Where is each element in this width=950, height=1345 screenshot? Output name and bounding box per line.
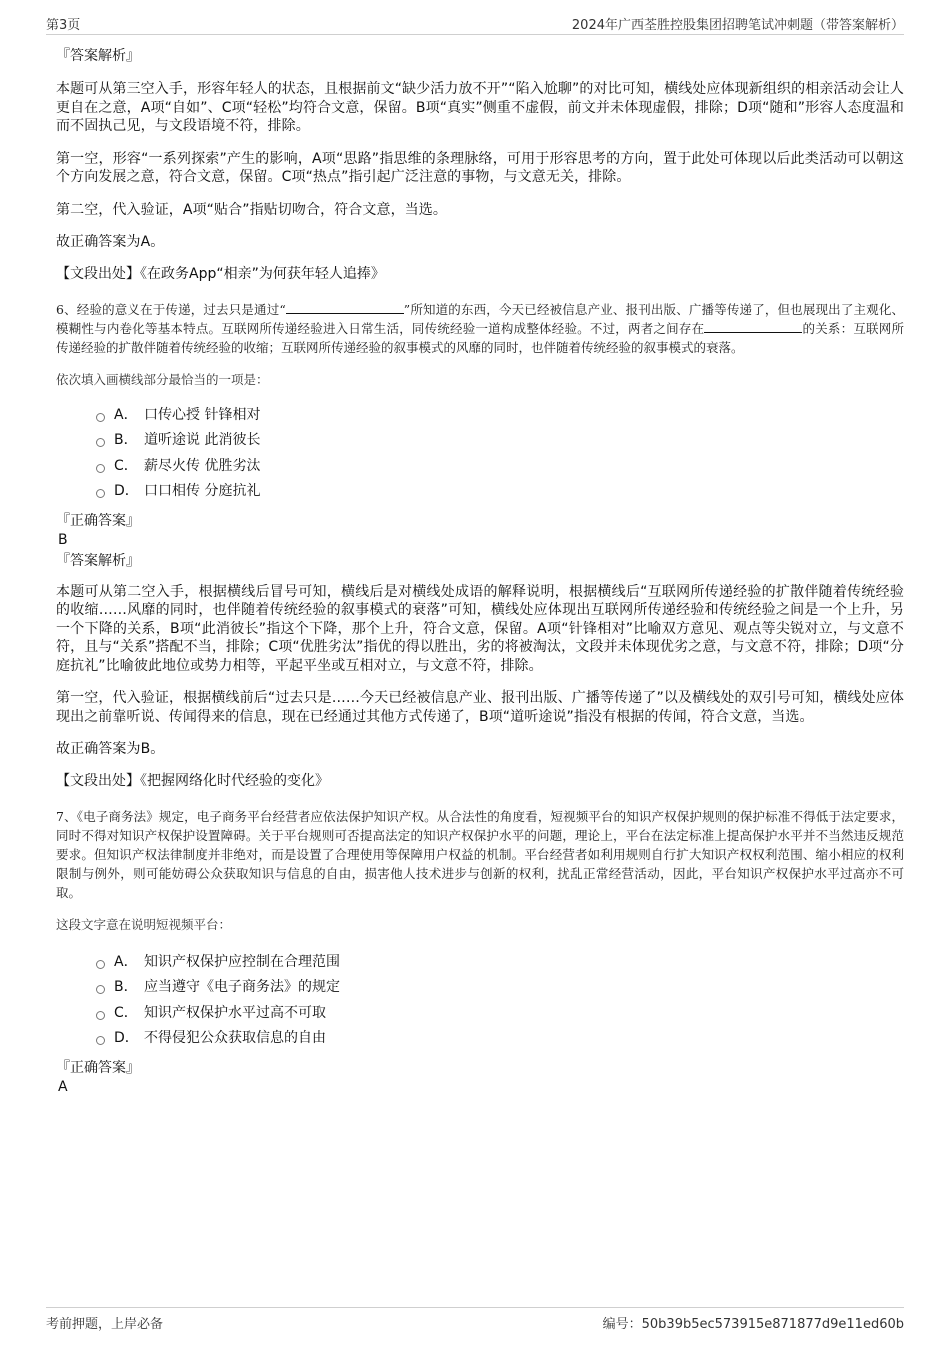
radio-icon[interactable] xyxy=(96,1011,105,1020)
correct-answer-tag: 『正确答案』 xyxy=(56,1059,140,1076)
analysis-conclusion: 故正确答案为A。 xyxy=(56,234,165,250)
analysis-paragraph: 第一空，代入验证，根据横线前后“过去只是……今天已经被信息产业、报刊出版、广播等传递了”以及横线处的双引号可知，横线处应体现出之前靠听说、传闻得来的信息，现在已经通过其他方式传递了，B项“道听途说”指没有根据的传闻，符合文意，当选。 xyxy=(56,690,904,725)
source-citation: 【文段出处】《在政务App“相亲”为何获年轻人追捧》 xyxy=(56,265,385,282)
radio-icon[interactable] xyxy=(96,413,105,422)
option-d[interactable]: D． 口口相传 分庭抗礼 xyxy=(96,479,904,505)
document-code: 编号：50b39b5ec573915e871877d9e11ed60b xyxy=(602,1317,904,1332)
option-b[interactable]: B． 道听途说 此消彼长 xyxy=(96,428,904,454)
analysis-paragraph: 第一空，形容“一系列探索”产生的影响，A项“思路”指思维的条理脉络，可用于形容思考的方向，置于此处可体现以后此类活动可以朝这个方向发展之意，符合文意，保留。C项“热点”指引起广泛注意的事物，与文意无关，排除。 xyxy=(56,150,904,185)
radio-icon[interactable] xyxy=(96,960,105,969)
question-7-options xyxy=(56,950,904,1052)
question-7-text: 7、《电子商务法》规定，电子商务平台经营者应依法保护知识产权。从合法性的角度看，短视频平台的知识产权保护规则的保护标准不得低于法定要求，同时不得对知识产权保护设置障碍。关于平台规则可否提高法定的知识产权保护水平的问题，理论上，平台在法定标准上提高保护水平并不当然违反规范要求。但知识产权法律制度并非绝对，而是设置了合理使用等保障用户权益的机制。平台经营者如利用规则自行扩大知识产权权利范围、缩小相应的权利限制与例外，则可能妨碍公众获取知识与信息的自由，损害他人技术进步与创新的权利，扰乱正常经营活动，因此，平台知识产权保护水平过高亦不可取。 xyxy=(56,808,904,900)
radio-icon[interactable] xyxy=(96,464,105,473)
analysis-conclusion: 故正确答案为B。 xyxy=(56,741,165,757)
correct-answer: B xyxy=(58,531,68,548)
question-7-prompt: 这段文字意在说明短视频平台： xyxy=(56,916,232,932)
question-6-options xyxy=(56,403,904,505)
question-6-text: 6、经验的意义在于传递，过去只是通过“ ”所知道的东西，今天已经被信息产业、报刊出版、广播等传递了，但也展现出了主观化、模糊性与内卷化等基本特点。互联网所传递经验进入日常生活，同传统经验一道构成整体经验。不过，两者之间存在 的关系：互联网所传递经验的扩散伴随着传统经验的收缩；互联网所传递经验的叙事模式的风靡的同时，也伴随着传统经验的叙事模式的衰落。 xyxy=(56,301,904,355)
page-content xyxy=(56,44,904,1096)
page-number: 第3页 xyxy=(46,18,81,33)
page-header xyxy=(46,12,904,35)
option-c[interactable]: C． 知识产权保护水平过高不可取 xyxy=(96,1001,904,1027)
analysis-tag: 『答案解析』 xyxy=(56,48,140,64)
correct-answer: A xyxy=(58,1078,68,1095)
option-a[interactable]: A． 知识产权保护应控制在合理范围 xyxy=(96,950,904,976)
option-a[interactable]: A． 口传心授 针锋相对 xyxy=(96,403,904,429)
document-title: 2024年广西荃胜控股集团招聘笔试冲刺题（带答案解析） xyxy=(571,18,904,33)
analysis-paragraph: 第二空，代入验证，A项“贴合”指贴切吻合，符合文意，当选。 xyxy=(56,201,447,218)
radio-icon[interactable] xyxy=(96,438,105,447)
radio-icon[interactable] xyxy=(96,489,105,498)
analysis-paragraph: 本题可从第二空入手，根据横线后冒号可知，横线后是对横线处成语的解释说明，根据横线后“互联网所传递经验的扩散伴随着传统经验的收缩……风靡的同时，也伴随着传统经验的叙事模式的衰落”可知，横线处应体现出互联网所传递经验和传统经验之间是一个上升，另一个下降的关系，B项“此消彼长”指这个下降，那个上升，符合文意，保留。A项“针锋相对”比喻双方意见、观点等尖锐对立，与文意不符，且与“关系”搭配不当，排除；C项“优胜劣汰”指优的得以胜出，劣的将被淘汰，文段并未体现优劣之意，与文意不符，排除；D项“分庭抗礼”比喻彼此地位或势力相等，平起平坐或互相对立，与文意不符，排除。 xyxy=(56,583,904,674)
source-citation: 【文段出处】《把握网络化时代经验的变化》 xyxy=(56,772,329,789)
page-footer xyxy=(46,1307,904,1332)
correct-answer-tag: 『正确答案』 xyxy=(56,512,140,529)
fill-blank xyxy=(286,301,404,314)
footer-slogan: 考前押题，上岸必备 xyxy=(46,1317,164,1332)
radio-icon[interactable] xyxy=(96,1036,105,1045)
radio-icon[interactable] xyxy=(96,985,105,994)
analysis-paragraph: 本题可从第三空入手，形容年轻人的状态，且根据前文“缺少活力放不开”“陷入尬聊”的对比可知，横线处应体现新组织的相亲活动会让人更自在之意，A项“自如”、C项“轻松”均符合文意，保留。B项“真实”侧重不虚假，前文并未体现虚假，排除；D项“随和”形容人态度温和而不固执己见，与文段语境不符，排除。 xyxy=(56,81,904,134)
option-c[interactable]: C． 薪尽火传 优胜劣汰 xyxy=(96,454,904,480)
analysis-tag: 『答案解析』 xyxy=(56,552,140,569)
option-d[interactable]: D． 不得侵犯公众获取信息的自由 xyxy=(96,1026,904,1052)
question-6-prompt: 依次填入画横线部分最恰当的一项是： xyxy=(56,371,269,387)
fill-blank xyxy=(704,320,802,333)
option-b[interactable]: B． 应当遵守《电子商务法》的规定 xyxy=(96,975,904,1001)
